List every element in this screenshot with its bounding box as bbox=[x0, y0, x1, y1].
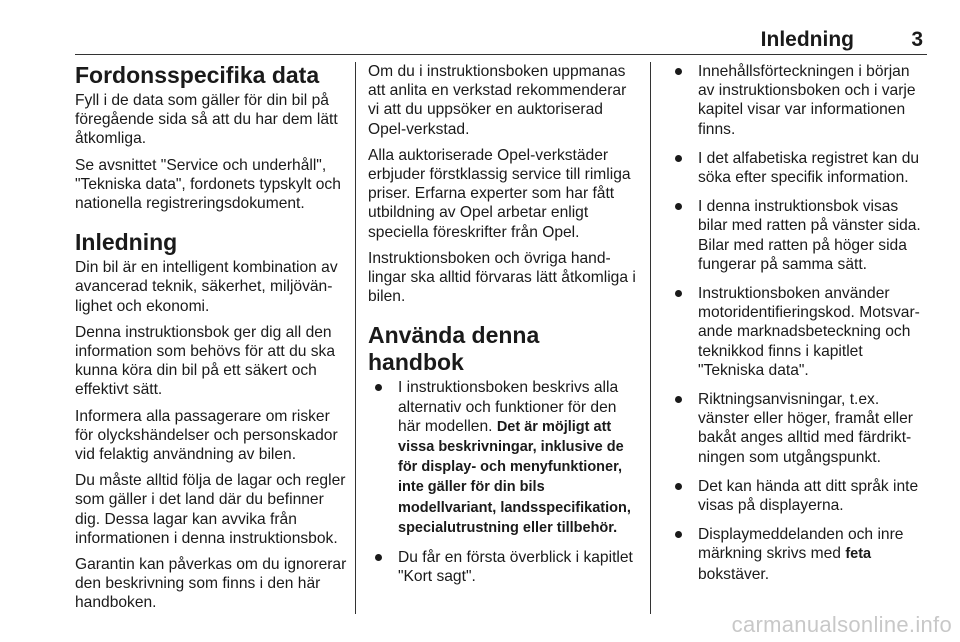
paragraph: Fyll i de data som gäller för din bil på föregående sida så att du har dem lätt åtkomliga. bbox=[75, 92, 338, 148]
list-item bbox=[368, 378, 640, 538]
paragraph: Alla auktoriserade Opel-verkstäder erbjuder förstklassig service till rimliga priser. Erfarna experter som har fått utbildning av Opel arbetar enligt speciella föreskrifter från Opel. bbox=[368, 146, 631, 241]
heading-vehicle-data: Fordonsspecifika data bbox=[75, 62, 320, 88]
column-divider-2 bbox=[650, 62, 651, 614]
column-3 bbox=[668, 62, 928, 594]
list-item bbox=[668, 62, 928, 139]
paragraph: Om du i instruktionsboken uppmanas att anlita en verkstad rekommenderar vi att du uppsöker en auktoriserad Opel-verkstad. bbox=[368, 63, 627, 138]
watermark: carmanualsonline.info bbox=[731, 612, 952, 637]
list-item-text: Displaymeddelanden och inre märkning skrivs med bbox=[698, 526, 904, 563]
bullet-icon bbox=[675, 203, 682, 210]
list-item-text: Du får en första överblick i kapitlet "Kort sagt". bbox=[398, 549, 633, 586]
bullet-icon bbox=[675, 290, 682, 297]
paragraph: Garantin kan påverkas om du ignorerar den beskrivning som finns i den här handboken. bbox=[75, 556, 347, 612]
bullet-icon bbox=[675, 68, 682, 75]
page-header bbox=[75, 0, 927, 55]
list-item bbox=[668, 284, 928, 380]
list-item-text: Det kan hända att ditt språk inte visas på displayerna. bbox=[698, 477, 919, 515]
list-item bbox=[668, 390, 928, 467]
paragraph: Se avsnittet "Service och underhåll", "Tekniska data", fordonets typskylt och nationella registreringsdokument. bbox=[75, 156, 341, 213]
list-item bbox=[368, 548, 640, 586]
bullet-icon bbox=[675, 396, 682, 403]
list-item-text: bokstäver. bbox=[698, 565, 770, 583]
paragraph: Du måste alltid följa de lagar och regler som gäller i det land där du befinner dig. Dessa lagar kan avvika från informationen i denna instruktionsbok. bbox=[75, 472, 346, 547]
bullet-icon bbox=[675, 155, 682, 162]
list-item-text: Innehållsförteckningen i början av instruktionsboken och i varje kapitel visar var informationen finns. bbox=[698, 63, 916, 138]
list-item bbox=[668, 477, 928, 515]
heading-introduction: Inledning bbox=[75, 229, 178, 256]
list-item-text: Riktningsanvisningar, t.ex. vänster eller höger, framåt eller bakåt anges alltid med färdriktningen som utgångspunkt. bbox=[698, 391, 913, 466]
list-item-bold-text: feta bbox=[845, 546, 872, 563]
paragraph: Denna instruktionsbok ger dig all den information som behövs för att du ska kunna köra din bil på ett säkert och effektivt sätt. bbox=[75, 323, 336, 399]
list-item-bold-text: Det är möjligt att vissa beskrivningar, inklusive de för display- och menyfunktioner, inte gäller för din bils modellvariant, landsspecifikation, specialutrustning eller tillbehör. bbox=[398, 418, 631, 536]
list-item bbox=[668, 525, 928, 584]
list-item-text: I denna instruktionsbok visas bilar med ratten på vänster sida. Bilar med ratten på höger sida fungerar på samma sätt. bbox=[698, 198, 921, 273]
list-item-text: I det alfabetiska registret kan du söka efter specifik information. bbox=[698, 149, 920, 187]
column-2 bbox=[368, 62, 640, 596]
heading-using-manual: Använda denna handbok bbox=[368, 322, 540, 376]
paragraph: Instruktionsboken och övriga handlingar ska alltid förvaras lätt åtkomliga i bilen. bbox=[368, 249, 636, 306]
bullet-list bbox=[368, 378, 640, 586]
bullet-icon bbox=[675, 531, 682, 538]
bullet-icon bbox=[375, 554, 382, 561]
list-item bbox=[668, 149, 928, 187]
bullet-icon bbox=[675, 483, 682, 490]
list-item-text: I instruktionsboken beskrivs alla alternativ och funktioner för den här modellen. bbox=[398, 379, 619, 435]
bullet-icon bbox=[375, 384, 382, 391]
running-title: Inledning bbox=[760, 28, 854, 51]
list-item-text: Instruktionsboken använder motoridentifieringskod. Motsvarande marknadsbeteckning och teknikkod finns i kapitlet "Tekniska data". bbox=[698, 285, 920, 379]
page-number: 3 bbox=[911, 28, 923, 51]
bullet-list bbox=[668, 62, 928, 584]
list-item bbox=[668, 197, 928, 274]
paragraph: Din bil är en intelligent kombination av avancerad teknik, säkerhet, miljövänlighet och ekonomi. bbox=[75, 259, 338, 315]
paragraph: Informera alla passagerare om risker för olyckshändelser och personskador vid felaktig användning av bilen. bbox=[75, 407, 338, 464]
column-1 bbox=[75, 62, 347, 620]
column-divider-1 bbox=[355, 62, 356, 614]
